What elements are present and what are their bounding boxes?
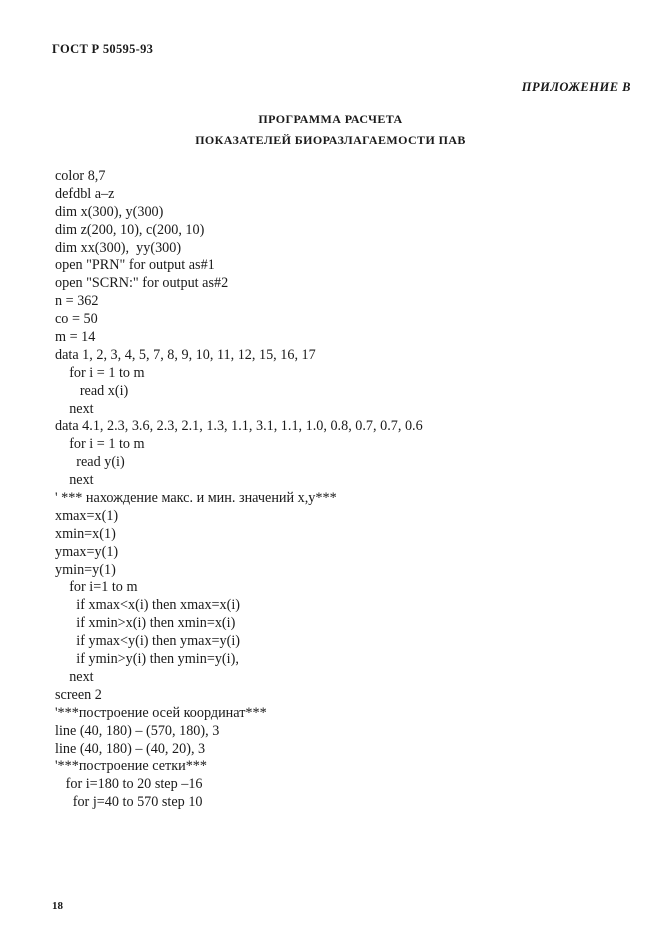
code-line: '***построение сетки*** [55, 758, 207, 775]
code-line: co = 50 [55, 311, 98, 328]
code-line: n = 362 [55, 293, 99, 310]
code-line: open "PRN" for output as#1 [55, 257, 215, 274]
code-line: open "SCRN:" for output as#2 [55, 275, 229, 292]
code-line: ymin=y(1) [55, 561, 116, 578]
code-line: if ymax<y(i) then ymax=y(i) [55, 633, 241, 650]
code-line: for i = 1 to m [55, 364, 145, 381]
code-line: if xmin>x(i) then xmin=x(i) [55, 615, 236, 632]
code-line: m = 14 [55, 329, 96, 346]
code-line: dim xx(300), yy(300) [55, 239, 182, 256]
document-number: ГОСТ Р 50595-93 [52, 42, 154, 56]
code-line: for i = 1 to m [55, 436, 145, 453]
code-line: next [55, 472, 94, 489]
code-line: line (40, 180) – (570, 180), 3 [55, 722, 220, 739]
title-line-2: ПОКАЗАТЕЛЕЙ БИОРАЗЛАГАЕМОСТИ ПАВ [195, 133, 466, 147]
code-line: xmin=x(1) [55, 525, 116, 542]
code-line: next [55, 400, 94, 417]
code-line: read x(i) [55, 382, 129, 399]
title-line-1: ПРОГРАММА РАСЧЕТА [258, 112, 403, 126]
code-line: screen 2 [55, 686, 102, 703]
code-line: for i=1 to m [55, 579, 138, 596]
code-line: for i=180 to 20 step –16 [55, 776, 203, 793]
code-line: xmax=x(1) [55, 507, 119, 524]
code-line: data 4.1, 2.3, 3.6, 2.3, 2.1, 1.3, 1.1, 3.1, 1.1, 1.0, 0.8, 0.7, 0.7, 0.6 [55, 418, 423, 435]
code-line: dim z(200, 10), c(200, 10) [55, 221, 205, 238]
appendix-label: ПРИЛОЖЕНИЕ В [521, 80, 631, 94]
code-line: ymax=y(1) [55, 543, 119, 560]
page-number: 18 [52, 900, 63, 912]
code-line: '***построение осей координат*** [55, 704, 267, 721]
code-line: if xmax<x(i) then xmax=x(i) [55, 597, 241, 614]
code-line: if ymin>y(i) then ymin=y(i), [55, 651, 239, 668]
code-line: line (40, 180) – (40, 20), 3 [55, 740, 206, 757]
code-line: for j=40 to 570 step 10 [55, 794, 203, 811]
code-line: read y(i) [55, 454, 125, 471]
code-line: dim x(300), y(300) [55, 203, 164, 220]
code-line: color 8,7 [55, 168, 106, 184]
program-listing [55, 168, 423, 812]
code-line: next [55, 668, 94, 685]
code-line: ' *** нахождение макс. и мин. значений x,y*** [55, 490, 337, 507]
code-line: data 1, 2, 3, 4, 5, 7, 8, 9, 10, 11, 12, 15, 16, 17 [55, 346, 316, 363]
code-line: defdbl a–z [55, 185, 115, 202]
